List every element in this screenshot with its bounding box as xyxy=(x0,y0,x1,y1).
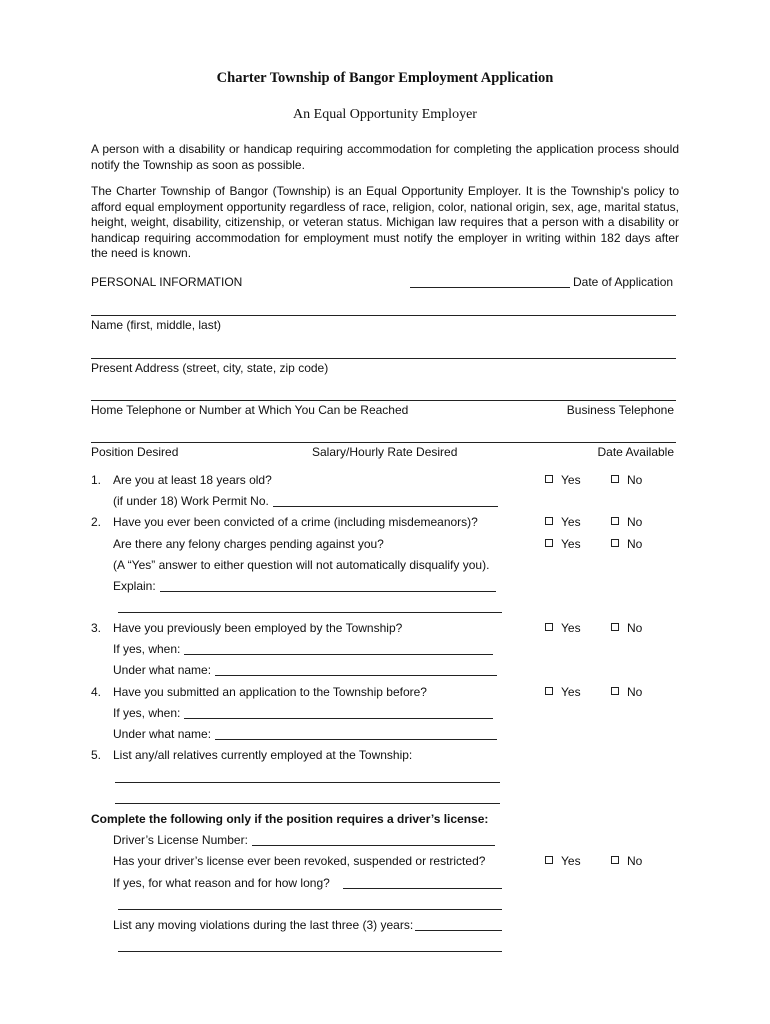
q4-yes-option[interactable] xyxy=(545,685,581,699)
date-available-label: Date Available xyxy=(597,445,674,459)
checkbox-icon[interactable] xyxy=(545,623,553,631)
no-label: No xyxy=(627,515,643,529)
work-permit-row xyxy=(113,494,498,508)
q3-when-field[interactable] xyxy=(184,642,493,655)
yes-label: Yes xyxy=(561,473,581,487)
q4-when-label: If yes, when: xyxy=(113,706,181,720)
q2b-text: Are there any felony charges pending against you? xyxy=(113,537,384,551)
page-subtitle: An Equal Opportunity Employer xyxy=(293,107,477,122)
q2-no-option[interactable] xyxy=(611,515,642,529)
reason-field-line2[interactable] xyxy=(118,909,502,910)
q3-text: Have you previously been employed by the Township? xyxy=(113,621,403,635)
q5-text: List any/all relatives currently employed at the Township: xyxy=(113,748,413,762)
q4-when-row xyxy=(113,706,493,720)
q3-number: 3. xyxy=(91,621,102,635)
checkbox-icon[interactable] xyxy=(545,475,553,483)
q3-when-row xyxy=(113,642,493,656)
q1-no-option[interactable] xyxy=(611,473,642,487)
accommodation-notice: A person with a disability or handicap requiring accommodation for completing the application process should notify the Township as soon as possible. xyxy=(91,142,679,172)
position-field[interactable] xyxy=(91,442,676,443)
reason-label: If yes, for what reason and for how long? xyxy=(113,876,330,890)
explain-field-line2[interactable] xyxy=(118,612,502,613)
position-desired-label: Position Desired xyxy=(91,445,179,459)
q4-when-field[interactable] xyxy=(184,706,493,719)
q2-text: Have you ever been convicted of a crime (including misdemeanors)? xyxy=(113,515,478,529)
q4-number: 4. xyxy=(91,685,102,699)
no-label: No xyxy=(627,537,643,551)
home-telephone-label: Home Telephone or Number at Which You Can be Reached xyxy=(91,403,409,417)
q1-text: Are you at least 18 years old? xyxy=(113,473,272,487)
salary-desired-label: Salary/Hourly Rate Desired xyxy=(312,445,458,459)
q3-name-row xyxy=(113,663,497,677)
q4-name-label: Under what name: xyxy=(113,727,212,741)
q3-no-option[interactable] xyxy=(611,621,642,635)
revoked-yes-option[interactable] xyxy=(545,854,581,868)
reason-field[interactable] xyxy=(343,888,502,889)
revoked-no-option[interactable] xyxy=(611,854,642,868)
no-label: No xyxy=(627,621,643,635)
name-field[interactable] xyxy=(91,315,676,316)
q3-when-label: If yes, when: xyxy=(113,642,181,656)
checkbox-icon[interactable] xyxy=(545,856,553,864)
checkbox-icon[interactable] xyxy=(611,517,619,525)
q3-name-label: Under what name: xyxy=(113,663,212,677)
business-telephone-label: Business Telephone xyxy=(566,403,674,417)
page-title: Charter Township of Bangor Employment Application xyxy=(216,70,554,86)
q3-yes-option[interactable] xyxy=(545,621,581,635)
date-of-application-field[interactable] xyxy=(410,287,570,288)
explain-label: Explain: xyxy=(113,579,156,593)
q2-number: 2. xyxy=(91,515,102,529)
telephone-field[interactable] xyxy=(91,400,676,401)
checkbox-icon[interactable] xyxy=(545,539,553,547)
q4-name-row xyxy=(113,727,497,741)
name-label: Name (first, middle, last) xyxy=(91,318,222,332)
q2-note: (A “Yes” answer to either question will not automatically disqualify you). xyxy=(113,558,490,572)
work-permit-label: (if under 18) Work Permit No. xyxy=(113,494,269,508)
yes-label: Yes xyxy=(561,537,581,551)
checkbox-icon[interactable] xyxy=(611,687,619,695)
yes-label: Yes xyxy=(561,515,581,529)
drivers-license-heading: Complete the following only if the position requires a driver’s license: xyxy=(91,812,489,826)
equal-opportunity-statement: The Charter Township of Bangor (Township) is an Equal Opportunity Employer. It is the Township's policy to afford equal employment opportunity regardless of race, religion, color, national origin, sex, age, marital status, height, weight, disability, citizenship, or veteran status. Michigan law requires that a person with a disability or handicap requiring accommodation for employment must notify the employer in writing within 182 days after the need is known. xyxy=(91,184,679,260)
yes-label: Yes xyxy=(561,685,581,699)
license-number-row xyxy=(113,833,495,847)
yes-label: Yes xyxy=(561,621,581,635)
q5-number: 5. xyxy=(91,748,102,762)
work-permit-field[interactable] xyxy=(273,494,498,507)
address-field[interactable] xyxy=(91,358,676,359)
q3-name-field[interactable] xyxy=(215,663,497,676)
checkbox-icon[interactable] xyxy=(611,623,619,631)
checkbox-icon[interactable] xyxy=(611,856,619,864)
revoked-text: Has your driver’s license ever been revoked, suspended or restricted? xyxy=(113,854,486,868)
q2b-no-option[interactable] xyxy=(611,537,642,551)
date-of-application-label: Date of Application xyxy=(573,275,674,289)
no-label: No xyxy=(627,473,643,487)
explain-field[interactable] xyxy=(160,579,496,592)
explain-row xyxy=(113,579,496,593)
q1-yes-option[interactable] xyxy=(545,473,581,487)
q4-text: Have you submitted an application to the Township before? xyxy=(113,685,427,699)
personal-info-heading: PERSONAL INFORMATION xyxy=(91,275,243,289)
relatives-field-line1[interactable] xyxy=(115,782,500,783)
address-label: Present Address (street, city, state, zip code) xyxy=(91,361,329,375)
violations-field[interactable] xyxy=(415,930,502,931)
q1-number: 1. xyxy=(91,473,102,487)
yes-label: Yes xyxy=(561,854,581,868)
violations-field-line2[interactable] xyxy=(118,951,502,952)
q2-yes-option[interactable] xyxy=(545,515,581,529)
license-number-label: Driver’s License Number: xyxy=(113,833,248,847)
no-label: No xyxy=(627,685,643,699)
license-number-field[interactable] xyxy=(252,833,495,846)
violations-label: List any moving violations during the last three (3) years: xyxy=(113,918,414,932)
q2b-yes-option[interactable] xyxy=(545,537,581,551)
checkbox-icon[interactable] xyxy=(611,539,619,547)
relatives-field-line2[interactable] xyxy=(115,803,500,804)
checkbox-icon[interactable] xyxy=(611,475,619,483)
checkbox-icon[interactable] xyxy=(545,687,553,695)
q4-name-field[interactable] xyxy=(215,727,497,740)
checkbox-icon[interactable] xyxy=(545,517,553,525)
q4-no-option[interactable] xyxy=(611,685,642,699)
no-label: No xyxy=(627,854,643,868)
